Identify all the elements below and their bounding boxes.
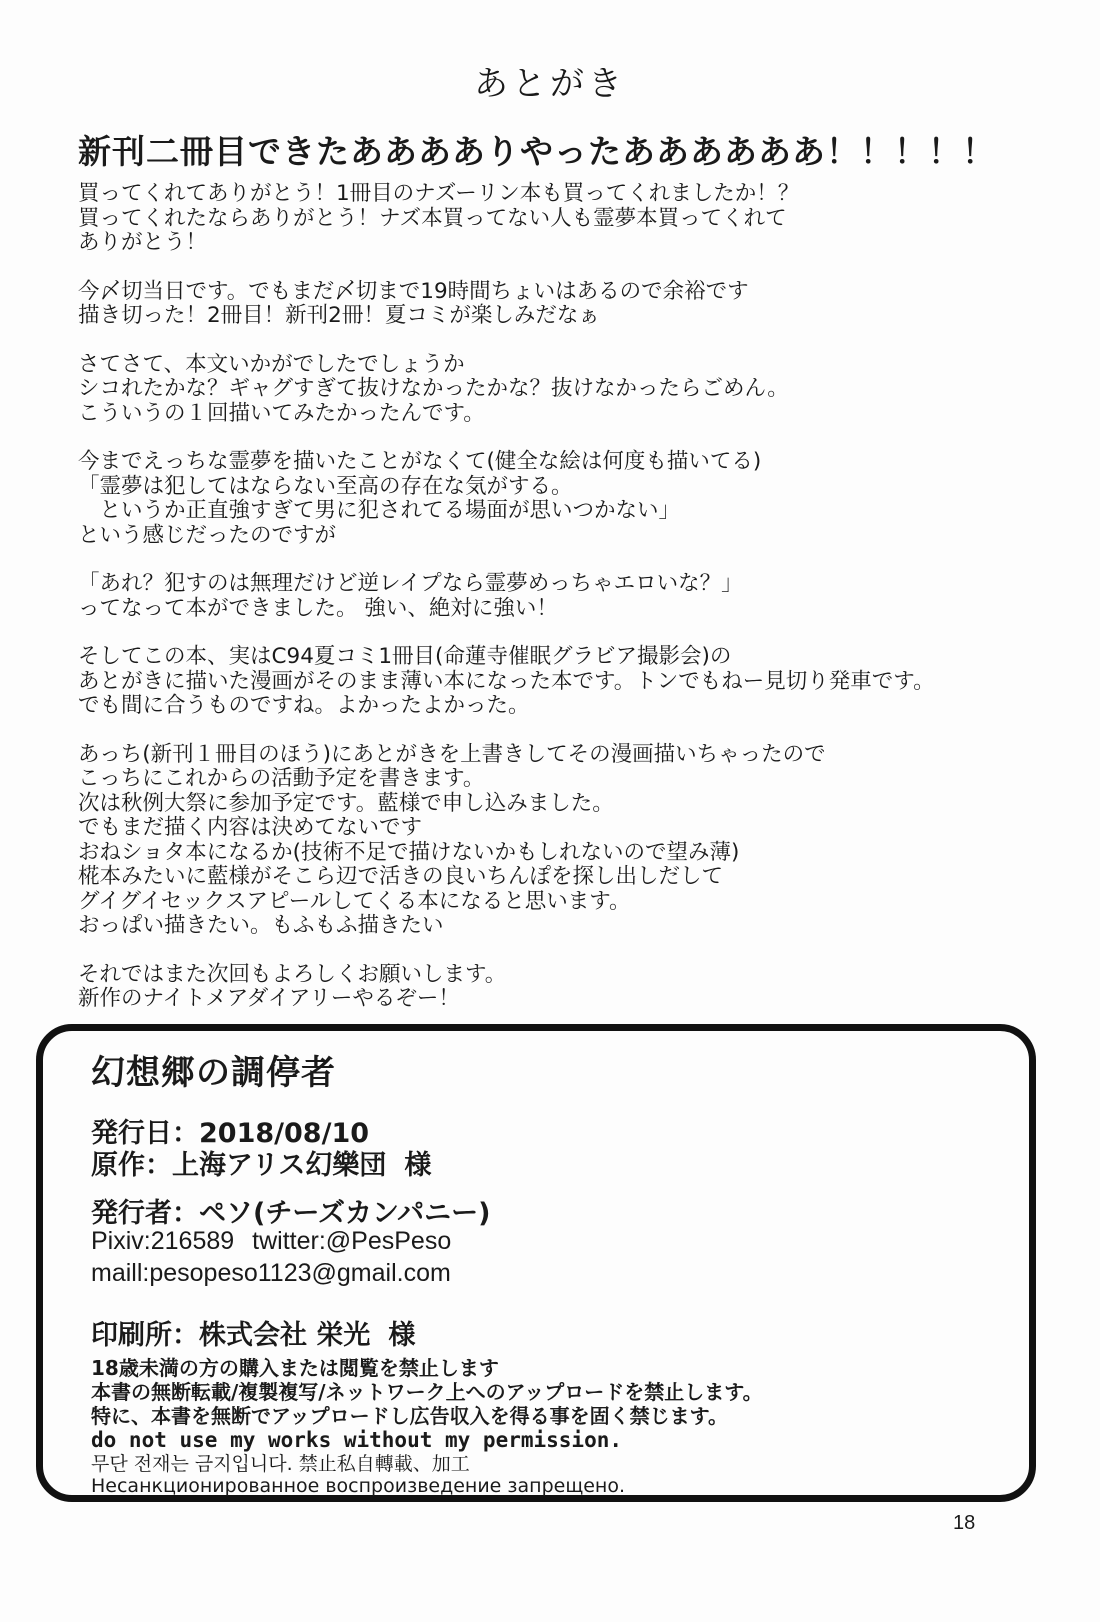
issue-date: 発行日：2018/08/10: [91, 1118, 370, 1149]
afterword-line: 次は秋例大祭に参加予定です。藍様で申し込みました。: [78, 790, 614, 816]
afterword-paragraph: [78, 280, 1038, 329]
notice-line: Несанкционированное воспроизведение запрещено.: [91, 1475, 625, 1497]
original-work: [91, 1143, 431, 1182]
headline: 新刊二冊目できたあああありやったああああああ！！！！！: [78, 132, 996, 171]
afterword-line: グイグイセックスアピールしてくる本になると思います。: [78, 888, 631, 914]
afterword-line: おねショタ本になるか(技術不足で描けないかもしれないので望み薄): [78, 839, 740, 865]
afterword-line: 買ってくれたならありがとう！ナズ本買ってない人も霊夢本買ってくれて: [78, 205, 787, 231]
afterword-line: 椛本みたいに藍様がそこら辺で活きの良いちんぽを探し出しだして: [78, 864, 724, 889]
afterword-line: 「霊夢は犯してはならない至高の存在な気がする。: [78, 473, 573, 499]
afterword-line: そしてこの本、実はC94夏コミ1冊目(命蓮寺催眠グラビア撮影会)の: [78, 644, 732, 669]
afterword-paragraph: [78, 353, 1038, 427]
afterword-paragraph: [78, 743, 1038, 939]
afterword-line: 今〆切当日です。でもまだ〆切まで19時間ちょいはあるので余裕です: [78, 278, 749, 304]
original-work-suffix: 様: [404, 1150, 432, 1181]
publisher: 発行者：ペソ(チーズカンパニー): [91, 1198, 491, 1229]
notice-line: 18歳未満の方の購入または閲覧を禁止します: [91, 1356, 499, 1380]
afterword-line: さてさて、本文いかがでしたでしょうか: [78, 351, 465, 377]
afterword-line: というか正直強すぎて男に犯されてる場面が思いつかない」: [78, 498, 681, 523]
afterword-line: こっちにこれからの活動予定を書きます。: [78, 766, 485, 791]
afterword-line: それではまた次回もよろしくお願いします。: [78, 961, 507, 987]
afterword-line: ありがとう！: [78, 230, 208, 255]
book-title: 幻想郷の調停者: [91, 1053, 336, 1093]
afterword-line: 今までえっちな霊夢を描いたことがなくて(健全な絵は何度も描いてる): [78, 449, 762, 474]
afterword-paragraph: [78, 182, 1038, 256]
afterword-paragraph: [78, 572, 1038, 621]
colophon-box: [36, 1024, 1036, 1502]
contact-social: [91, 1227, 451, 1256]
page-number: 18: [953, 1512, 976, 1534]
original-work-label: 原作：上海アリス幻樂団: [91, 1150, 387, 1181]
notice-line: 特に、本書を無断でアップロードし広告収入を得る事を固く禁じます。: [91, 1404, 728, 1428]
afterword-line: シコれたかな？ギャグすぎて抜けなかったかな？抜けなかったらごめん。: [78, 376, 789, 401]
afterword-paragraph: [78, 450, 1038, 548]
afterword-line: という感じだったのですが: [78, 522, 337, 548]
printer-suffix: 様: [388, 1320, 416, 1351]
afterword-line: でも間に合うものですね。よかったよかった。: [78, 693, 530, 718]
printer-label: 印刷所：株式会社 栄光: [91, 1320, 371, 1351]
twitter-handle: twitter:@PesPeso: [252, 1227, 452, 1255]
afterword-line: ってなって本ができました。 強い、絶対に強い！: [78, 595, 558, 621]
afterword-line: あとがきに描いた漫画がそのまま薄い本になった本です。トンでもねー見切り発車です。: [78, 668, 935, 694]
afterword-line: あっち(新刊１冊目のほう)にあとがきを上書きしてその漫画描いちゃったので: [78, 741, 826, 767]
afterword-line: でもまだ描く内容は決めてないです: [78, 815, 423, 840]
afterword-line: 描き切った！2冊目！新刊2冊！夏コミが楽しみだなぁ: [78, 303, 600, 328]
afterword-line: 買ってくれてありがとう！1冊目のナズーリン本も買ってくれましたか！？: [78, 181, 800, 206]
afterword-line: おっぱい描きたい。もふもふ描きたい: [78, 913, 444, 938]
notice-line: 무단 전재는 금지입니다. 禁止私自轉載、加工: [91, 1453, 470, 1475]
printer: [91, 1313, 415, 1352]
afterword-line: 「あれ？犯すのは無理だけど逆レイプなら霊夢めっちゃエロいな？」: [78, 571, 743, 596]
page-title: あとがき: [474, 64, 626, 104]
afterword-line: こういうの１回描いてみたかったんです。: [78, 400, 485, 426]
notice-line: do not use my works without my permission.: [91, 1428, 623, 1452]
afterword-paragraph: [78, 645, 1038, 719]
contact-mail: maill:pesopeso1123@gmail.com: [91, 1259, 451, 1287]
afterword-body: [78, 182, 1038, 1036]
afterword-line: 新作のナイトメアダイアリーやるぞー！: [78, 986, 460, 1011]
notice-line: 本書の無断転載/複製複写/ネットワーク上へのアップロードを禁止します。: [91, 1380, 763, 1404]
pixiv-id: Pixiv:216589: [91, 1227, 235, 1255]
afterword-paragraph: [78, 963, 1038, 1012]
